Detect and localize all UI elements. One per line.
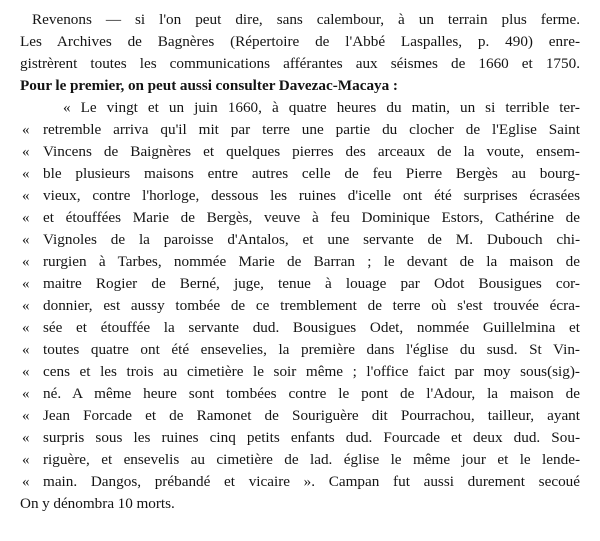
quote-mark: « (22, 122, 30, 138)
quote-line-1: « Le vingt et un juin 1660, à quatre heures du matin, un si terrible ter- (63, 99, 580, 116)
quote-line-9: maitre Rogier de Berné, juge, tenue à louage par Odot Bousigues cor- (43, 275, 580, 292)
quote-mark: « (22, 232, 30, 248)
quote-mark: « (22, 342, 30, 358)
quote-mark: « (22, 210, 30, 226)
quote-line-3: Vincens de Baignères et quelques pierres des arceaux de la voute, ensem- (43, 143, 580, 160)
quote-line-2: retremble arriva qu'il mit par terre une partie du clocher de l'Eglise Saint (43, 121, 580, 138)
quote-line-14: né. A même heure sont tombées contre le pont de l'Adour, la maison de (43, 385, 580, 402)
quote-line-11: sée et étouffée la servante dud. Bousigues Odet, nommée Guillelmina et (43, 319, 580, 336)
quote-line-13: cens et les trois au cimetière le soir même ; l'office faict par moy sous(sig)- (43, 363, 580, 380)
intro-line-1: Revenons — si l'on peut dire, sans calembour, à un terrain plus ferme. (32, 11, 580, 28)
quote-mark: « (22, 166, 30, 182)
quote-line-16: surpris sous les ruines cinq petits enfants dud. Fourcade et deux dud. Sou- (43, 429, 580, 446)
quote-mark: « (22, 144, 30, 160)
quote-mark: « (22, 408, 30, 424)
closing-line: On y dénombra 10 morts. (20, 495, 175, 512)
intro-line-2: Les Archives de Bagnères (Répertoire de l'Abbé Laspalles, p. 490) enre- (20, 33, 580, 50)
quote-mark: « (22, 254, 30, 270)
quote-line-7: Vignoles de la paroisse d'Antalos, et une servante de M. Dubouch chi- (43, 231, 580, 248)
quote-line-4: ble plusieurs maisons entre autres celle de feu Pierre Bergès au bourg- (43, 165, 580, 182)
quote-mark: « (22, 430, 30, 446)
quote-line-6: et étouffées Marie de Bergès, veuve à feu Dominique Estors, Cathérine de (43, 209, 580, 226)
quote-line-10: donnier, est aussy tombée de ce tremblement de terre où s'est trouvée écra- (43, 297, 580, 314)
quote-mark: « (22, 386, 30, 402)
quote-line-5: vieux, contre l'horloge, dessous les ruines d'icelle ont été surprises écrasées (43, 187, 580, 204)
quote-mark: « (22, 320, 30, 336)
quote-line-12: toutes quatre ont été ensevelies, la première dans l'église du susd. St Vin- (43, 341, 580, 358)
quote-line-17: riguère, et ensevelis au cimetière de lad. église le même jour et le lende- (43, 451, 580, 468)
quote-mark: « (22, 188, 30, 204)
quote-mark: « (22, 364, 30, 380)
quote-line-8: rurgien à Tarbes, nommée Marie de Barran ; le devant de la maison de (43, 253, 580, 270)
quote-mark: « (22, 276, 30, 292)
quote-line-18: main. Dangos, prébandé et vicaire ». Campan fut aussi durement secoué (43, 473, 580, 490)
intro-line-4: Pour le premier, on peut aussi consulter Davezac-Macaya : (20, 77, 398, 94)
quote-mark: « (22, 474, 30, 490)
quote-mark: « (22, 452, 30, 468)
intro-line-3: gistrèrent toutes les communications afférantes aux séismes de 1660 et 1750. (20, 55, 580, 72)
quote-line-15: Jean Forcade et de Ramonet de Souriguère dit Pourrachou, tailleur, ayant (43, 407, 580, 424)
quote-mark: « (22, 298, 30, 314)
